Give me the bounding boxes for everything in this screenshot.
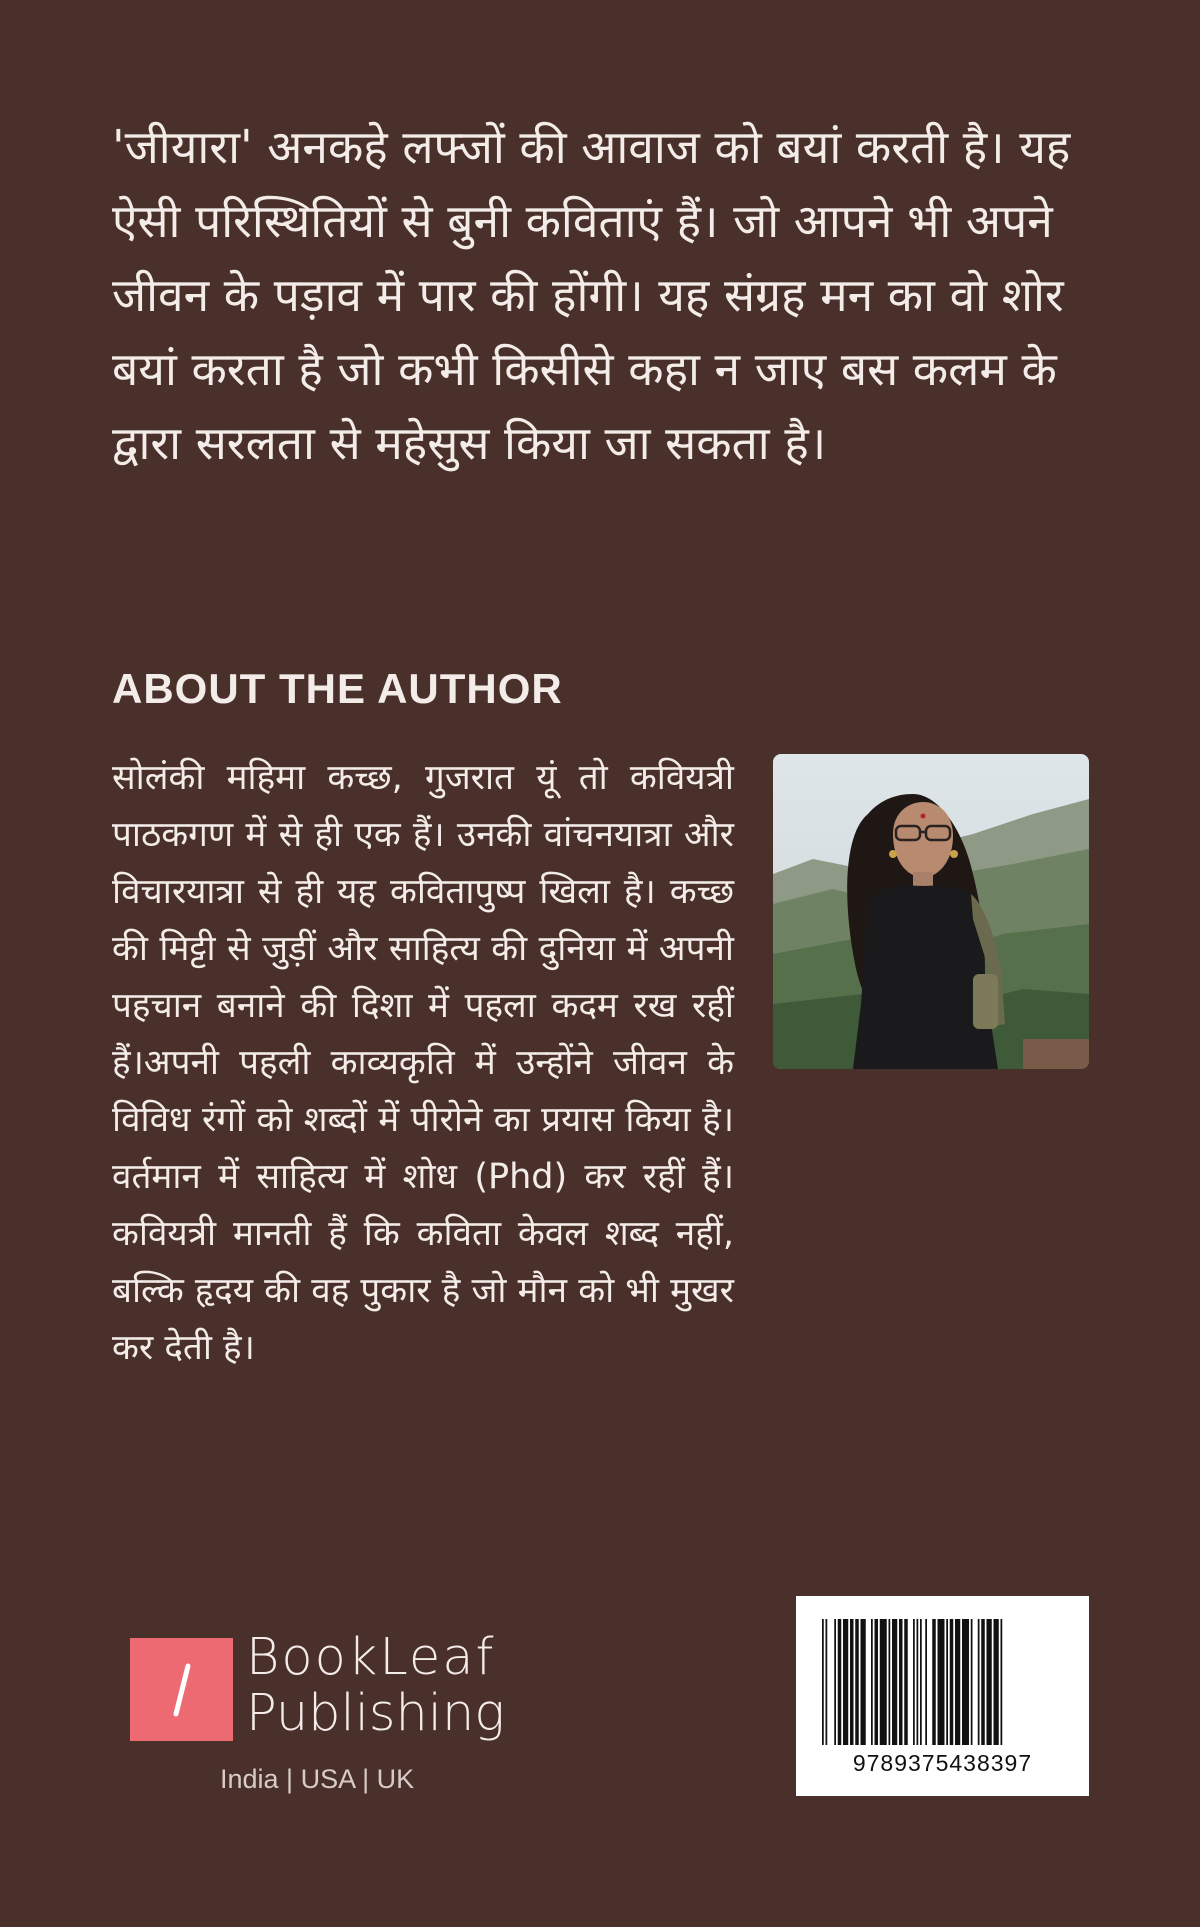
author-bio: सोलंकी महिमा कच्छ, गुजरात यूं तो कवियत्री पाठकगण में से ही एक हैं। उनकी वांचनयात्रा और विचारयात्रा से ही यह कवितापुष्प खिला है। कच्छ की मिट्टी से जुड़ीं और साहित्य की दुनिया में अपनी पहचान बनाने की दिशा में पहला कदम रख रहीं हैं।अपनी पहली काव्यकृति में उन्होंने जीवन के विविध रंगों को शब्दों में पीरोने का प्रयास किया है।वर्तमान में साहित्य में शोध (Phd) कर रहीं हैं।कवियत्री मानती हैं कि कविता केवल शब्द नहीं, बल्कि हृदय की वह पुकार है जो मौन को भी मुखर कर देती है। xyxy=(112,758,734,1368)
barcode-bar xyxy=(917,1619,919,1745)
barcode-bar xyxy=(920,1619,922,1745)
barcode-bar xyxy=(822,1619,824,1745)
back-cover-blurb: 'जीयारा' अनकहे लफ्जों की आवाज को बयां करती है। यह ऐसी परिस्थितियों से बुनी कविताएं हैं। जो आपने भी अपने जीवन के पड़ाव में पार की होंगी। यह संग्रह मन का वो शोर बयां करता है जो कभी किसीसे कहा न जाए बस कलम के द्वारा सरलता से महेसुस किया जा सकता है। xyxy=(112,120,1071,470)
isbn-number: 9789375438397 xyxy=(852,1750,1033,1776)
about-author-heading: ABOUT THE AUTHOR xyxy=(112,665,563,712)
publisher-name-line2: Publishing xyxy=(246,1684,505,1743)
barcode-bar xyxy=(938,1619,945,1745)
barcode-bar xyxy=(834,1619,836,1745)
barcode-bar xyxy=(1001,1619,1003,1745)
barcode-bar xyxy=(978,1619,980,1745)
barcode-bar xyxy=(946,1619,948,1745)
barcode-bar xyxy=(987,1619,992,1745)
barcode-bar xyxy=(843,1619,848,1745)
barcode-bar xyxy=(871,1619,873,1745)
barcode-bar xyxy=(981,1619,985,1745)
publisher-regions: India | USA | UK xyxy=(220,1764,415,1794)
barcode-bar xyxy=(855,1619,859,1745)
barcode-bar xyxy=(913,1619,915,1745)
barcode-bar xyxy=(994,1619,998,1745)
author-photo xyxy=(773,754,1089,1069)
barcode-bar xyxy=(889,1619,891,1745)
publisher-name-line1: BookLeaf xyxy=(246,1628,496,1687)
barcode-bar xyxy=(899,1619,903,1745)
isbn-barcode xyxy=(796,1596,1089,1796)
barcode-bar xyxy=(955,1619,960,1745)
barcode-bar xyxy=(880,1619,887,1745)
barcode-bar xyxy=(850,1619,854,1745)
barcode-bar xyxy=(971,1619,973,1745)
publisher-logo xyxy=(130,1628,520,1794)
barcode-bar xyxy=(861,1619,866,1745)
barcode-bar xyxy=(826,1619,828,1745)
barcode-bars xyxy=(820,1619,1065,1745)
logo-mark xyxy=(130,1638,233,1741)
barcode-bar xyxy=(997,1619,999,1745)
barcode-bar xyxy=(962,1619,969,1745)
barcode-bar xyxy=(904,1619,908,1745)
barcode-bar xyxy=(892,1619,897,1745)
barcode-bar xyxy=(875,1619,879,1745)
barcode-bar xyxy=(932,1619,936,1745)
barcode-bar xyxy=(838,1619,842,1745)
barcode-bar xyxy=(925,1619,927,1745)
barcode-bar xyxy=(950,1619,954,1745)
